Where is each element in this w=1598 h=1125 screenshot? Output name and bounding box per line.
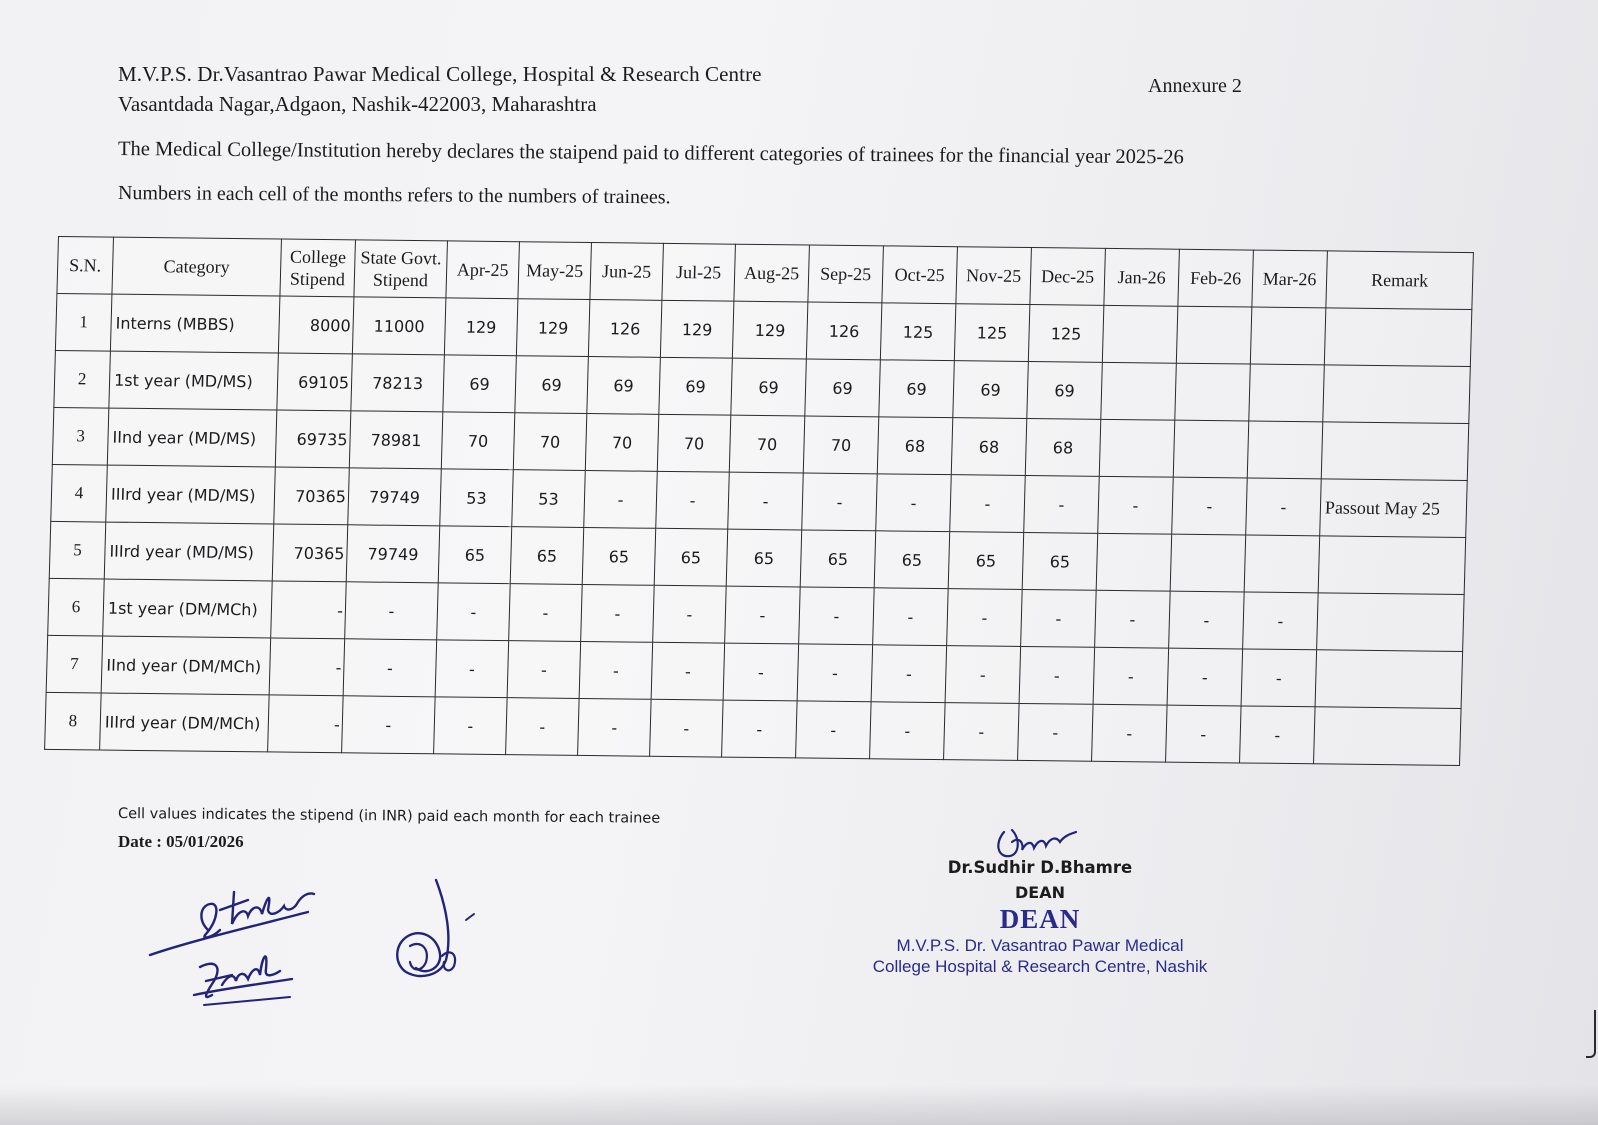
cell-month-count: - — [799, 587, 875, 645]
cell-month-count — [1175, 363, 1251, 421]
cell-remark — [1318, 536, 1466, 595]
cell-month-count: - — [797, 644, 873, 702]
cell-month-count: - — [509, 584, 583, 642]
declaration-text: The Medical College/Institution hereby declares the staipend paid to different categories of trainees for the financial year 2025-26 — [117, 138, 1184, 169]
header-month: Sep-25 — [808, 245, 884, 303]
cell-college-stipend: 8000 — [278, 296, 354, 354]
cell-month-count: 126 — [806, 302, 882, 360]
header-college-stipend-line2: Stipend — [289, 268, 346, 290]
cell-month-count: - — [723, 643, 799, 701]
header-month: Feb-26 — [1178, 249, 1254, 307]
cell-month-count: 68 — [1025, 419, 1101, 477]
cell-month-count: 53 — [512, 470, 586, 528]
cell-month-count: 65 — [438, 526, 512, 584]
cell-month-count: 69 — [805, 359, 881, 417]
cell-month-count: 69 — [443, 355, 517, 413]
cell-month-count — [1247, 421, 1323, 479]
cell-month-count: - — [947, 589, 1023, 647]
cell-remark — [1315, 650, 1463, 709]
cell-category: IInd year (MD/MS) — [107, 408, 277, 467]
table-body — [45, 293, 1472, 765]
numbers-note: Numbers in each cell of the months refers to the numbers of trainees. — [117, 182, 671, 209]
cell-month-count: 65 — [726, 529, 802, 587]
cell-month-count: - — [725, 586, 801, 644]
cell-month-count: 70 — [441, 412, 515, 470]
cell-month-count — [1244, 535, 1320, 593]
cell-category: 1st year (DM/MCh) — [103, 579, 273, 638]
cell-month-count: 65 — [800, 530, 876, 588]
stamp-line-2: College Hospital & Research Centre, Nashik — [872, 957, 1208, 976]
header-state-stipend-line1: State Govt. — [360, 247, 442, 269]
cell-month-count: - — [1098, 476, 1174, 534]
cell-month-count: - — [1243, 592, 1319, 650]
cell-category: 1st year (MD/MS) — [109, 351, 279, 410]
cell-month-count: 125 — [954, 304, 1030, 362]
institution-address: Vasantdada Nagar,Adgaon, Nashik-422003, Maharashtra — [118, 92, 597, 116]
cell-state-stipend: 78981 — [349, 411, 443, 469]
cell-college-stipend: - — [268, 695, 344, 753]
cell-sn: 3 — [52, 407, 109, 465]
cell-category: IIIrd year (MD/MS) — [104, 522, 274, 581]
cell-state-stipend: 79749 — [348, 468, 442, 526]
cell-college-stipend: 70365 — [274, 467, 350, 525]
signatory-name: Dr.Sudhir D.Bhamre — [947, 858, 1133, 877]
cell-sn: 6 — [48, 578, 105, 636]
cell-category: IIIrd year (DM/MCh) — [100, 693, 270, 752]
stamp-title: DEAN — [999, 904, 1081, 934]
signature-middle — [386, 876, 486, 986]
cell-remark: Passout May 25 — [1320, 479, 1468, 538]
header-month: Jul-25 — [662, 243, 736, 301]
cell-month-count: - — [656, 471, 730, 529]
cell-month-count: - — [802, 473, 878, 531]
cell-month-count: 125 — [880, 303, 956, 361]
cell-college-stipend: - — [271, 581, 347, 639]
cell-sn: 4 — [51, 464, 108, 522]
cell-month-count: 68 — [951, 418, 1027, 476]
footnote: Cell values indicates the stipend (in INR) paid each month for each trainee — [117, 806, 661, 827]
annexure-label: Annexure 2 — [1148, 75, 1242, 97]
cell-category: IIIrd year (MD/MS) — [106, 465, 276, 524]
header-college-stipend-line1: College — [289, 246, 347, 268]
cell-month-count: 65 — [1022, 532, 1098, 590]
cell-month-count: - — [1024, 475, 1100, 533]
cell-month-count: 53 — [440, 469, 514, 527]
cell-month-count: 68 — [877, 417, 953, 475]
cell-month-count — [1176, 306, 1252, 364]
cell-month-count: - — [435, 640, 509, 698]
dean-stamp — [860, 904, 1220, 977]
stipend-table — [44, 236, 1474, 766]
cell-month-count: 129 — [516, 299, 590, 357]
cell-month-count — [1101, 362, 1177, 420]
header-category: Category — [112, 237, 282, 296]
cell-month-count: 65 — [582, 527, 656, 585]
cell-month-count: - — [728, 472, 804, 530]
stamp-line-1: M.V.P.S. Dr. Vasantrao Pawar Medical — [896, 936, 1184, 955]
header-state-stipend — [354, 240, 448, 298]
cell-month-count: - — [506, 698, 580, 756]
cell-month-count: - — [1169, 591, 1245, 649]
header-month: May-25 — [518, 242, 592, 300]
cell-month-count: 65 — [510, 527, 584, 585]
cell-month-count: - — [1240, 706, 1316, 764]
cell-month-count: - — [584, 470, 658, 528]
cell-month-count: - — [870, 702, 946, 760]
cell-month-count: 69 — [1027, 362, 1103, 420]
header-month: Dec-25 — [1030, 248, 1106, 306]
signature-block — [860, 818, 1220, 977]
page-edge-mark — [1586, 1010, 1596, 1058]
cell-month-count: 69 — [587, 357, 661, 415]
cell-college-stipend: 69735 — [275, 410, 351, 468]
cell-month-count: 65 — [874, 531, 950, 589]
cell-category: IInd year (DM/MCh) — [101, 636, 271, 695]
cell-month-count — [1250, 307, 1326, 365]
cell-month-count: - — [1093, 647, 1169, 705]
cell-remark — [1317, 593, 1465, 652]
cell-sn: 7 — [46, 635, 103, 693]
cell-month-count: - — [1092, 704, 1168, 762]
cell-college-stipend: 70365 — [272, 524, 348, 582]
cell-month-count: - — [722, 700, 798, 758]
cell-month-count: 125 — [1028, 305, 1104, 363]
header-month: Nov-25 — [956, 247, 1032, 305]
document-date: Date : 05/01/2026 — [118, 832, 244, 851]
cell-month-count — [1102, 305, 1178, 363]
cell-month-count: - — [1018, 703, 1094, 761]
page-bottom-shadow — [0, 1085, 1598, 1125]
cell-state-stipend: - — [343, 639, 437, 697]
cell-month-count: - — [950, 475, 1026, 533]
stipend-table-wrapper — [44, 236, 1474, 766]
cell-month-count — [1096, 533, 1172, 591]
cell-remark — [1323, 365, 1471, 424]
cell-month-count: - — [507, 641, 581, 699]
cell-month-count: - — [1095, 590, 1171, 648]
cell-month-count: - — [651, 642, 725, 700]
cell-month-count: 69 — [515, 356, 589, 414]
header-month: Jun-25 — [590, 243, 664, 301]
cell-month-count: 70 — [803, 416, 879, 474]
cell-month-count: 69 — [879, 360, 955, 418]
cell-remark — [1321, 422, 1469, 481]
cell-sn: 8 — [45, 692, 102, 750]
cell-month-count: - — [578, 698, 652, 756]
cell-month-count: - — [581, 584, 655, 642]
header-month: Apr-25 — [446, 241, 520, 299]
cell-month-count — [1099, 419, 1175, 477]
cell-month-count: 126 — [588, 300, 662, 358]
cell-month-count: - — [876, 474, 952, 532]
cell-month-count: - — [1167, 648, 1243, 706]
header-month: Aug-25 — [734, 244, 810, 302]
cell-month-count: 129 — [660, 300, 734, 358]
cell-month-count: 70 — [657, 414, 731, 472]
header-remark: Remark — [1326, 251, 1474, 310]
cell-month-count: 69 — [953, 361, 1029, 419]
cell-month-count: 69 — [731, 358, 807, 416]
cell-month-count: 69 — [659, 357, 733, 415]
cell-month-count: - — [944, 703, 1020, 761]
cell-month-count: 129 — [444, 298, 518, 356]
cell-month-count: 70 — [585, 414, 659, 472]
cell-month-count — [1249, 364, 1325, 422]
cell-month-count: - — [1019, 646, 1095, 704]
cell-category: Interns (MBBS) — [110, 294, 280, 353]
cell-month-count: 129 — [732, 301, 808, 359]
cell-month-count: - — [873, 588, 949, 646]
cell-sn: 5 — [49, 521, 106, 579]
cell-month-count: - — [796, 701, 872, 759]
cell-month-count: 70 — [513, 413, 587, 471]
header-college-stipend — [280, 239, 356, 297]
cell-month-count: - — [1166, 705, 1242, 763]
cell-month-count: 70 — [729, 415, 805, 473]
cell-remark — [1314, 707, 1462, 766]
cell-month-count: - — [434, 697, 508, 755]
cell-month-count: - — [1246, 478, 1322, 536]
cell-month-count: - — [1172, 477, 1248, 535]
cell-college-stipend: 69105 — [277, 353, 353, 411]
institution-name: M.V.P.S. Dr.Vasantrao Pawar Medical College, Hospital & Research Centre — [118, 62, 762, 86]
cell-month-count — [1170, 534, 1246, 592]
cell-month-count: - — [871, 645, 947, 703]
cell-month-count — [1173, 420, 1249, 478]
cell-month-count: - — [1241, 649, 1317, 707]
header-month: Mar-26 — [1252, 250, 1328, 308]
header-sn: S.N. — [57, 237, 114, 295]
cell-month-count: - — [945, 646, 1021, 704]
header-month: Jan-26 — [1104, 248, 1180, 306]
cell-month-count: - — [579, 641, 653, 699]
cell-remark — [1324, 308, 1472, 367]
cell-sn: 2 — [54, 350, 111, 408]
cell-state-stipend: 11000 — [352, 297, 446, 355]
cell-sn: 1 — [55, 293, 112, 351]
cell-state-stipend: - — [345, 582, 439, 640]
cell-month-count: - — [1021, 589, 1097, 647]
cell-month-count: - — [437, 583, 511, 641]
cell-state-stipend: 78213 — [351, 354, 445, 412]
cell-month-count: 65 — [654, 528, 728, 586]
cell-month-count: 65 — [948, 532, 1024, 590]
signature-left-bottom — [192, 945, 302, 1009]
signatory-title: DEAN — [1015, 883, 1065, 902]
cell-college-stipend: - — [269, 638, 345, 696]
cell-state-stipend: - — [342, 696, 436, 754]
header-month: Oct-25 — [882, 246, 958, 304]
cell-month-count: - — [650, 699, 724, 757]
header-state-stipend-line2: Stipend — [372, 269, 429, 291]
cell-month-count: - — [653, 585, 727, 643]
cell-state-stipend: 79749 — [346, 525, 440, 583]
